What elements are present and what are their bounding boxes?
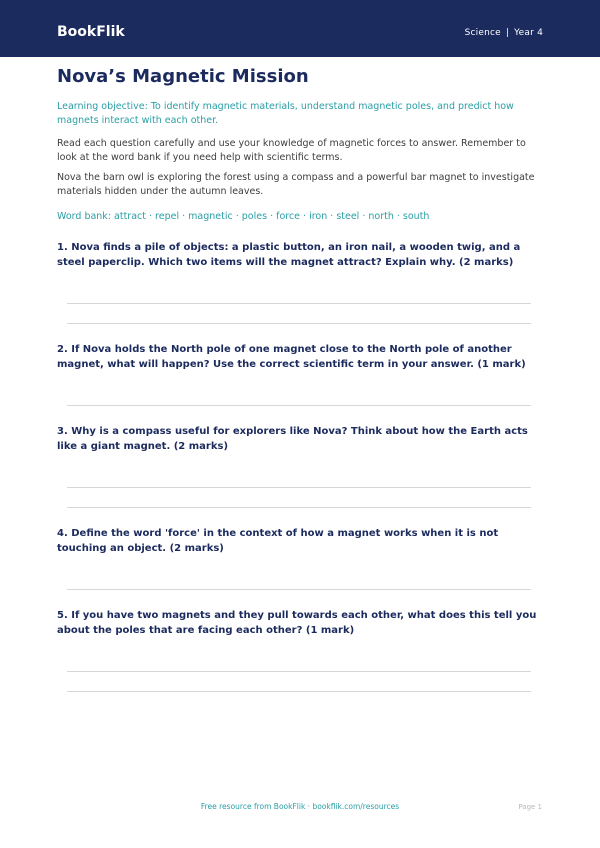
answer-line[interactable]	[67, 589, 531, 590]
answer-line[interactable]	[67, 303, 531, 304]
brand-logo[interactable]: BookFlik	[57, 24, 125, 40]
question-1: 1. Nova finds a pile of objects: a plastic button, an iron nail, a wooden twig, and a steel paperclip. Which two items will the magnet attract? Explain why. (2 marks)	[57, 242, 521, 268]
answer-line[interactable]	[67, 691, 531, 692]
page-header	[0, 0, 600, 57]
learning-objective: Learning objective: To identify magnetic materials, understand magnetic poles, and predict how magnets interact with each other.	[57, 101, 514, 126]
subject-label: Science	[464, 28, 501, 38]
question-5: 5. If you have two magnets and they pull towards each other, what does this tell you about the poles that are facing each other? (1 mark)	[57, 610, 537, 636]
question-2: 2. If Nova holds the North pole of one magnet close to the North pole of another magnet, what will happen? Use the correct scientific term in your answer. (1 mark)	[57, 344, 526, 370]
footer-link[interactable]: Free resource from BookFlik · bookflik.com/resources	[200, 802, 400, 811]
meta-separator: |	[505, 28, 510, 38]
answer-line[interactable]	[67, 323, 531, 324]
word-bank: Word bank: attract · repel · magnetic · poles · force · iron · steel · north · south	[57, 211, 430, 222]
answer-line[interactable]	[67, 487, 531, 488]
header-meta	[465, 28, 543, 38]
question-3: 3. Why is a compass useful for explorers like Nova? Think about how the Earth acts like a giant magnet. (2 marks)	[57, 426, 528, 452]
page-number: Page 1	[518, 803, 542, 811]
answer-line[interactable]	[67, 507, 531, 508]
answer-line[interactable]	[67, 405, 531, 406]
level-label: Year 4	[514, 28, 543, 38]
page-title: Nova’s Magnetic Mission	[57, 66, 309, 87]
answer-line[interactable]	[67, 671, 531, 672]
question-4: 4. Define the word 'force' in the context of how a magnet works when it is not touching an object. (2 marks)	[57, 528, 499, 554]
instructions-paragraph: Read each question carefully and use your knowledge of magnetic forces to answer. Remember to look at the word bank if you need help with scientific terms.	[57, 138, 526, 163]
story-paragraph: Nova the barn owl is exploring the forest using a compass and a powerful bar magnet to investigate materials hidden under the autumn leaves.	[57, 172, 535, 197]
